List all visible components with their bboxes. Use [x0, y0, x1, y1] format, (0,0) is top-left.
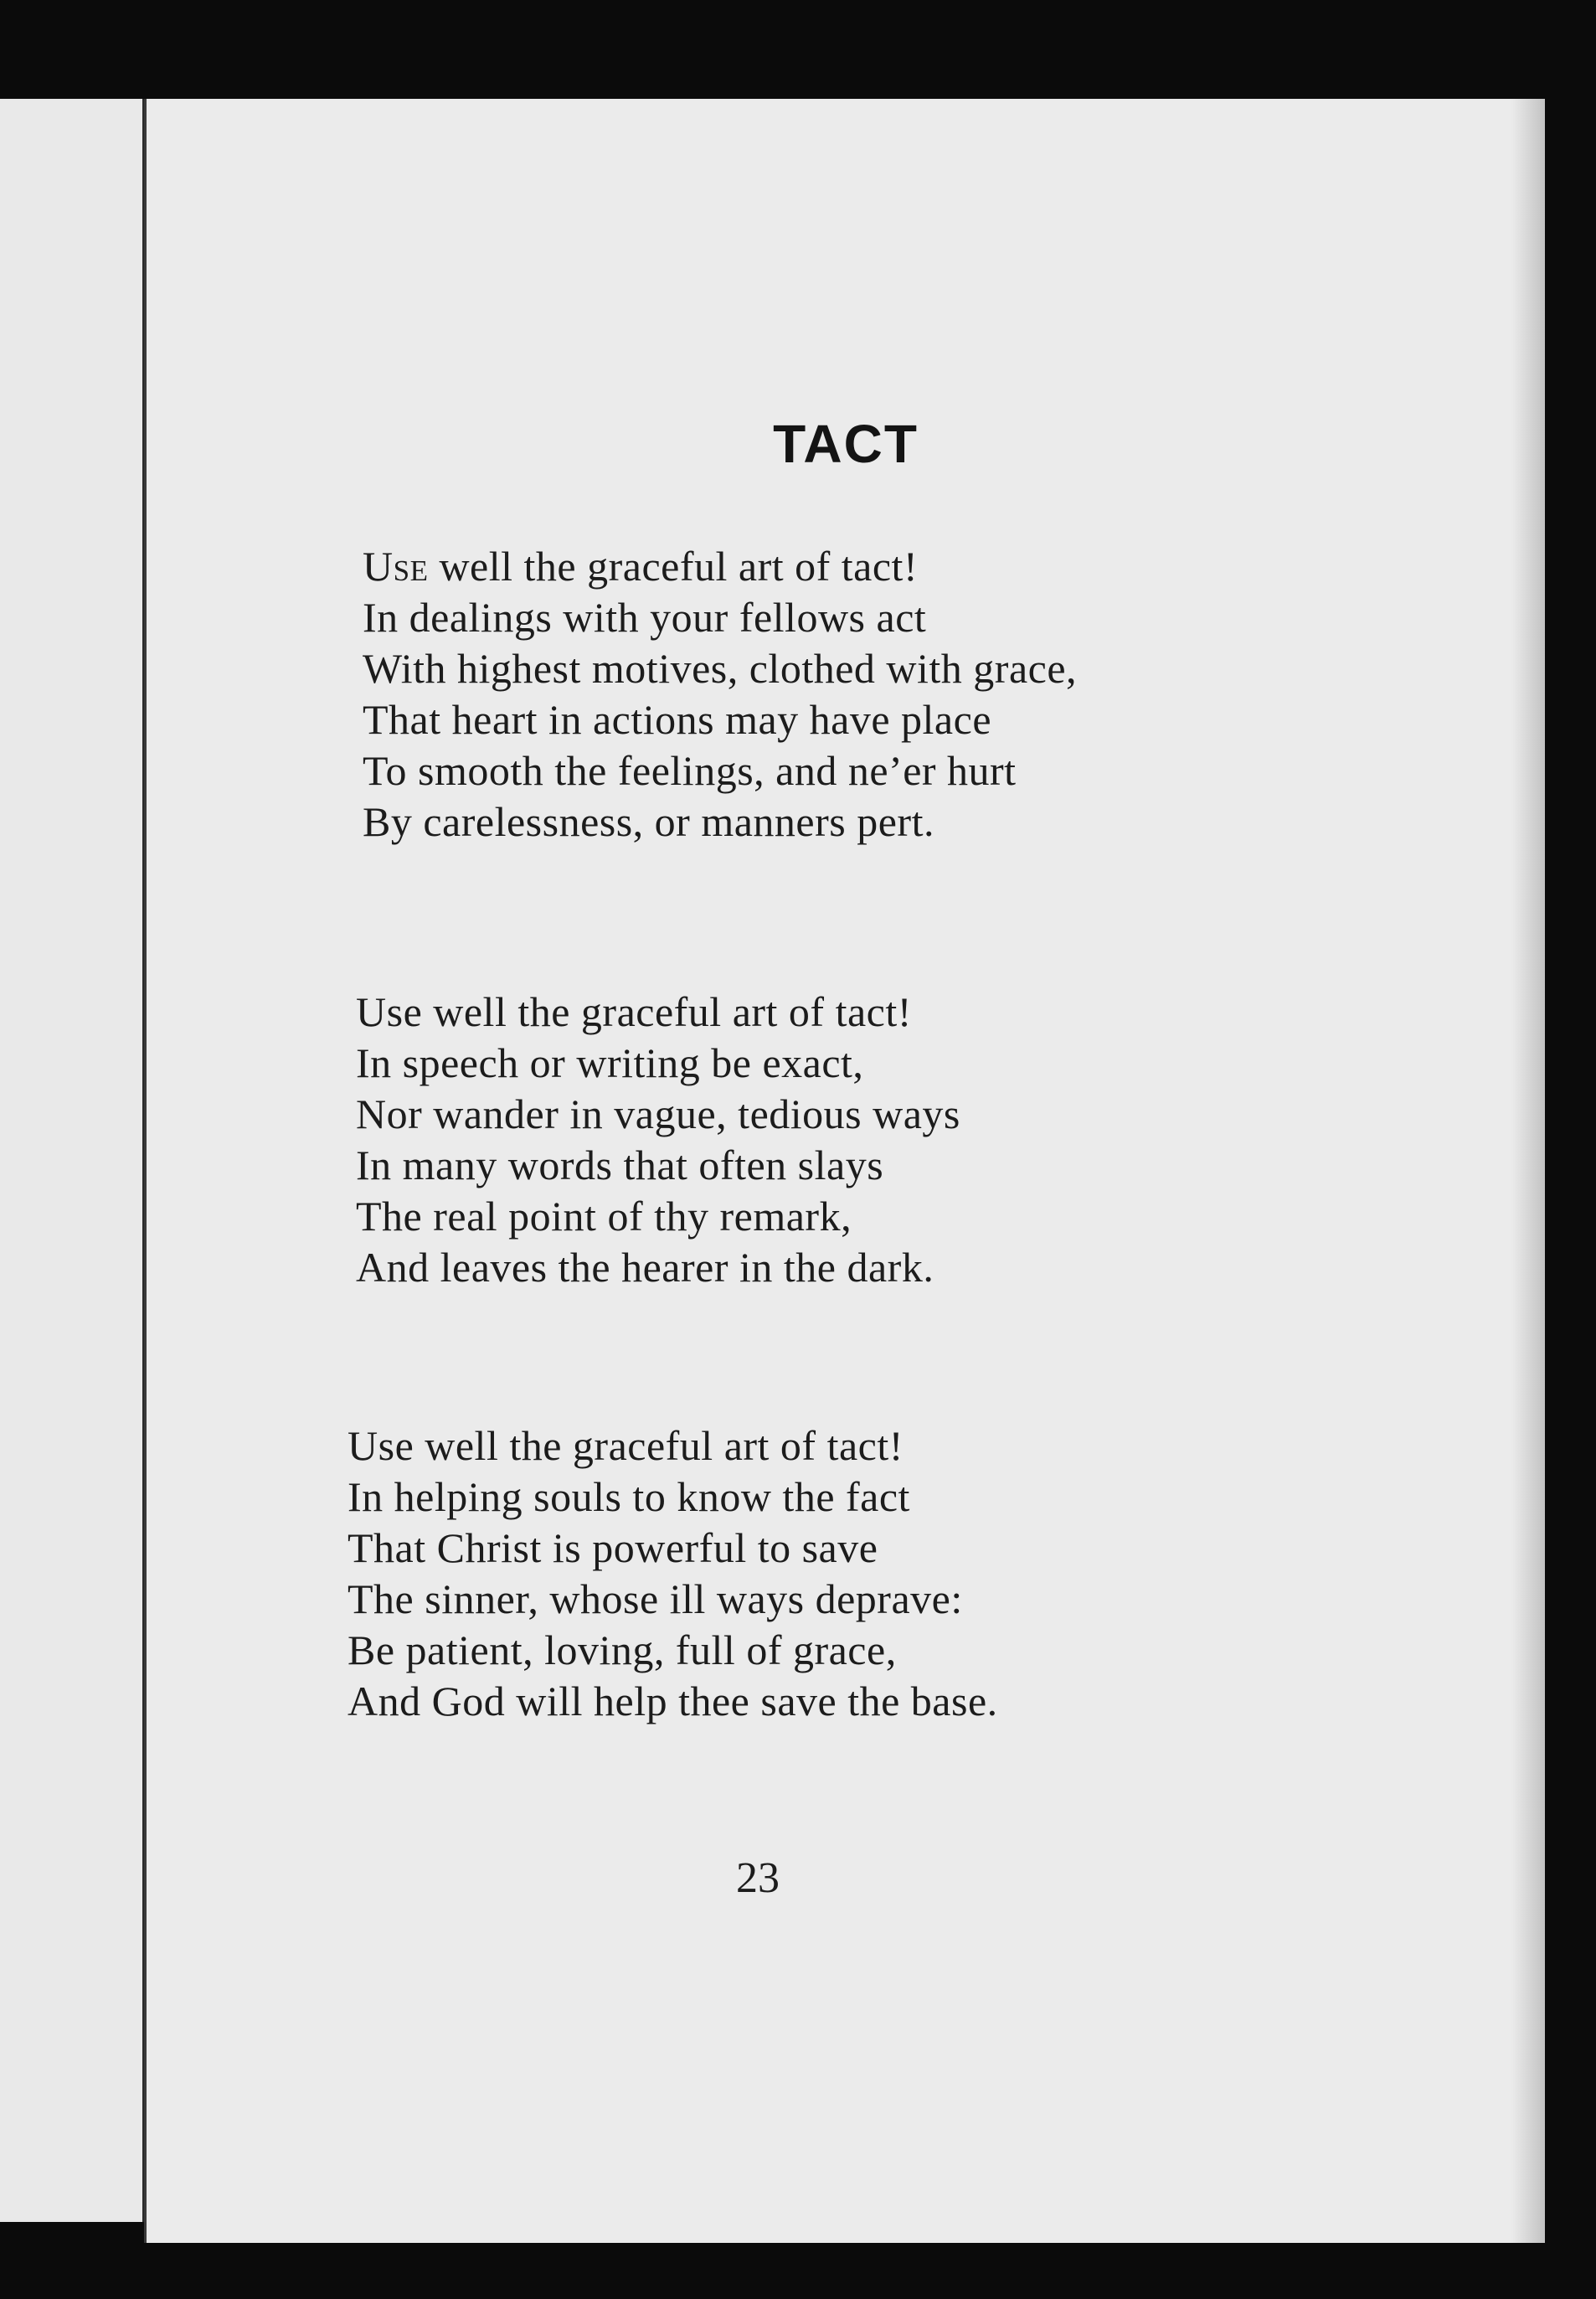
poem-line: Use well the graceful art of tact! [356, 988, 912, 1035]
line-text: well the graceful art of tact! [428, 543, 919, 590]
facing-page-edge [0, 99, 146, 2222]
page-number: 23 [736, 1854, 780, 1902]
poem-line: With highest motives, clothed with grace, [363, 645, 1078, 692]
stanza-3 [348, 1420, 998, 1727]
poem-line: Be patient, loving, full of grace, [348, 1626, 897, 1673]
drop-small-caps-word: Use [363, 543, 429, 590]
poem-line: The sinner, whose ill ways deprave: [348, 1575, 963, 1622]
poem-line: Nor wander in vague, tedious ways [356, 1090, 960, 1137]
poem-line [363, 541, 1077, 592]
poem-title: TACT [773, 414, 919, 474]
poem-line: In helping souls to know the fact [348, 1473, 910, 1520]
poem-line: And God will help thee save the base. [348, 1678, 998, 1724]
poem-line: To smooth the feelings, and ne’er hurt [363, 747, 1017, 794]
book-page [144, 99, 1545, 2243]
poem-line: That Christ is powerful to save [348, 1524, 878, 1571]
poem-line: In speech or writing be exact, [356, 1039, 864, 1086]
poem-line: And leaves the hearer in the dark. [356, 1244, 934, 1291]
stanza-2 [356, 987, 960, 1293]
poem-line: In dealings with your fellows act [363, 594, 927, 641]
poem-line: In many words that often slays [356, 1142, 884, 1188]
poem-line: Use well the graceful art of tact! [348, 1422, 904, 1469]
poem-line: The real point of thy remark, [356, 1193, 852, 1240]
poem-line: That heart in actions may have place [363, 696, 992, 743]
stanza-1 [363, 541, 1077, 848]
poem-line: By carelessness, or manners pert. [363, 798, 934, 845]
